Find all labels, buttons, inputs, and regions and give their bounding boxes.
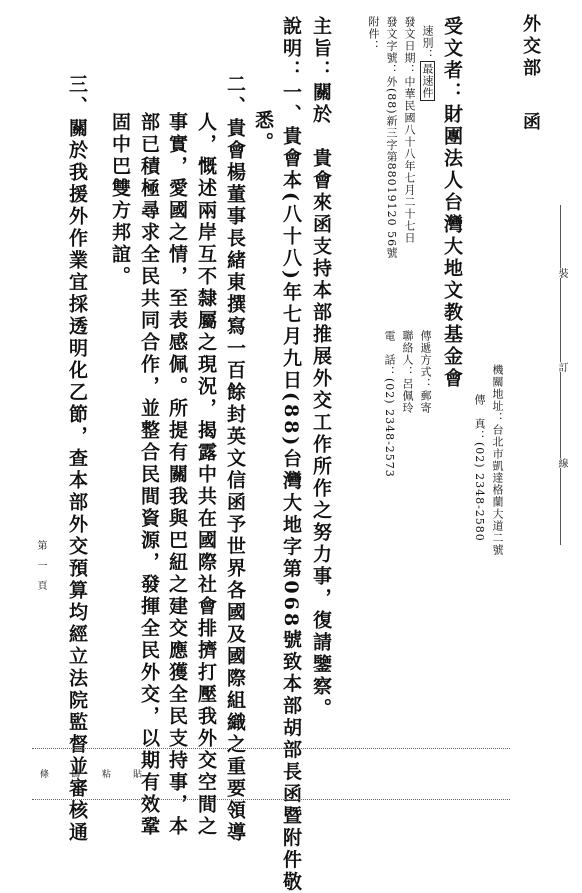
explanation-item-2-line3: 事實，愛國之情，至表感佩。所提有關我與巴紐之建交應獲全民支持事，本	[166, 112, 188, 838]
contact-phone: 電 話：(02) 2348-2573	[383, 330, 396, 478]
subject-line: 主旨：關於 貴會來函支持本部推展外交工作所作之努力事，復請鑒察。	[310, 16, 332, 720]
explanation-item-2-line1: 二、貴會楊董事長緒東撰寫一百餘封英文信函予世界各國及國際組織之重要領導	[224, 74, 246, 844]
attachments: 附件：	[367, 16, 380, 52]
explanation-item-2-line5: 固中巴雙方邦誼。	[109, 112, 131, 288]
fax-number: 傳 真：(02) 2348-2580	[473, 394, 486, 542]
explanation-item-1: 說明：一、貴會本(八十八)年七月九日(88)台灣大地字第068號致本部胡部長函暨附件敬	[280, 16, 302, 893]
agency-address: 機關地址：台北市凱達格蘭大道二號	[491, 364, 504, 556]
agency-name: 外交部	[520, 14, 541, 80]
doc-number: 發文字號：外(88)新三字第88019120 56號	[385, 16, 398, 260]
barcode-area	[32, 748, 510, 800]
transmit-method: 傳遞方式：郵寄	[419, 330, 432, 414]
speed-value-box: 最速件	[421, 63, 434, 99]
explanation-item-2-line2: 人，慨述兩岸互不隸屬之現況，揭露中共在國際社會排擠打壓我外交空間之	[195, 112, 217, 838]
doc-type: 函	[520, 112, 541, 134]
barcode-label: 條碼粘貼	[40, 770, 165, 780]
speed-field	[422, 16, 444, 101]
page-number: 第一頁	[35, 540, 46, 600]
explanation-item-1-cont: 悉。	[252, 110, 274, 154]
binding-mark-top: 裝	[556, 268, 567, 278]
binding-line	[560, 205, 561, 545]
recipient-line: 受文者：財團法人台灣大地文教基金會	[441, 16, 463, 390]
binding-mark-bottom: 線	[556, 458, 567, 468]
explanation-item-3-line1: 三、關於我援外作業宜採透明化乙節，查本部外交預算均經立法院監督並審核通	[66, 74, 88, 844]
binding-mark-mid: 訂	[556, 362, 567, 372]
issue-date: 發文日期：中華民國八十八年七月二十七日	[403, 16, 416, 244]
speed-label: 速別：	[421, 25, 434, 61]
contact-person: 聯絡人：呂佩玲	[401, 330, 414, 414]
explanation-item-2-line4: 部已積極尋求全民共同合作，並整合民間資源，發揮全民外交，以期有效鞏	[138, 112, 160, 838]
